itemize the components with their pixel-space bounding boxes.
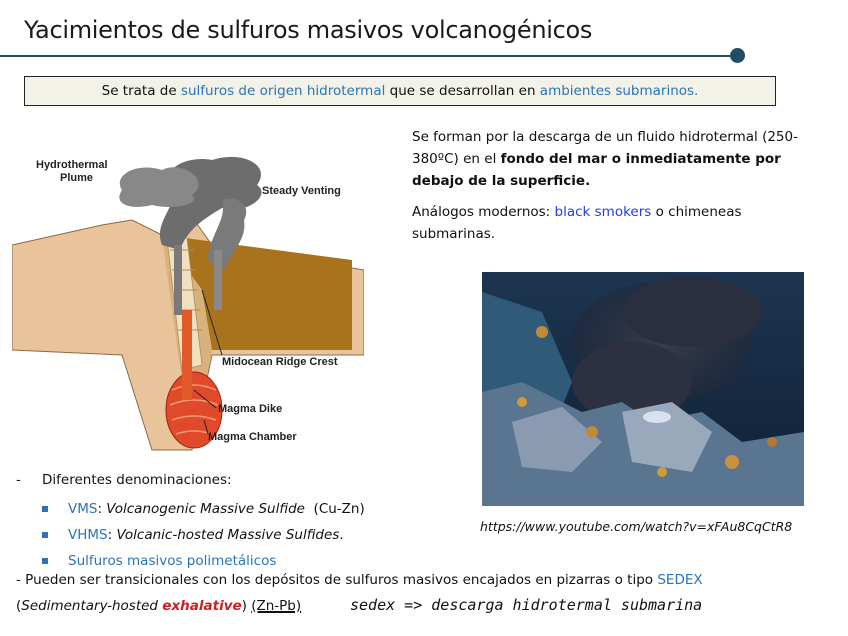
formation-text-bold: fondo del mar o inmediatamente por debajo de la superficie. [412, 151, 781, 189]
banner-link-submarine[interactable]: ambientes submarinos. [539, 83, 699, 99]
denominations-list [42, 496, 365, 574]
list-item [42, 496, 365, 522]
definition-banner [24, 76, 776, 106]
black-smokers-link[interactable]: black smokers [554, 204, 652, 220]
item-separator: : [107, 527, 117, 543]
abbr-vms: VMS [68, 501, 98, 517]
paren-open: ( [16, 598, 22, 614]
label-ridge-crest: Midocean Ridge Crest [222, 356, 338, 368]
sedex-expansion: Sedimentary-hosted [21, 598, 163, 614]
banner-pre: Se trata de [101, 83, 181, 99]
formation-text [412, 126, 822, 254]
list-item [42, 548, 365, 574]
sedex-line-2 [16, 598, 301, 614]
analogs-text-b: o chimeneas submarinas. [412, 204, 742, 242]
video-url-link[interactable]: https://www.youtube.com/watch?v=xFAu8CqCtR8 [480, 519, 793, 534]
denominations-heading-text: Diferentes denominaciones: [42, 472, 232, 488]
hydrothermal-diagram [12, 150, 364, 455]
label-plume-1: Hydrothermal [36, 159, 108, 171]
label-steady-venting: Steady Venting [262, 185, 341, 197]
term-vhms: Volcanic-hosted Massive Sulfides [116, 527, 340, 543]
zn-pb-annotation: (Zn-Pb) [251, 598, 302, 614]
square-bullet-icon [42, 506, 48, 512]
term-extra: (Cu-Zn) [304, 501, 365, 517]
label-magma-dike: Magma Dike [218, 403, 283, 415]
term-vms: Volcanogenic Massive Sulfide [106, 501, 305, 517]
title-rule-dot [730, 48, 745, 63]
abbr-vhms: VHMS [68, 527, 108, 543]
square-bullet-icon [42, 558, 48, 564]
paren-close: ) [241, 598, 252, 614]
sedex-text: - Pueden ser transicionales con los depósitos de sulfuros masivos encajados en pizarras o tipo [16, 572, 658, 588]
term-polymetallic: Sulfuros masivos polimetálicos [68, 553, 277, 569]
denominations-heading [16, 472, 232, 488]
banner-link-hydrothermal[interactable]: sulfuros de origen hidrotermal [180, 83, 386, 99]
list-item [42, 522, 365, 548]
square-bullet-icon [42, 532, 48, 538]
term-extra: . [339, 527, 344, 543]
formation-text-a: Se forman por la descarga de un fluido hidrotermal (250-380ºC) en el [412, 129, 798, 167]
handwritten-note: sedex => descarga hidrotermal submarina [350, 596, 703, 614]
sedex-link[interactable]: SEDEX [657, 572, 703, 588]
black-smoker-photo [482, 272, 804, 506]
title-rule [0, 55, 736, 57]
exhalative-term: exhalative [162, 598, 242, 614]
banner-mid: que se desarrollan en [385, 83, 540, 99]
formation-paragraph [412, 126, 822, 192]
slide-title: Yacimientos de sulfuros masivos volcanogénicos [24, 16, 593, 44]
list-dash: - [16, 472, 21, 488]
label-plume-2: Plume [60, 172, 94, 184]
analogs-paragraph [412, 201, 822, 245]
analogs-text-a: Análogos modernos: [412, 204, 555, 220]
label-magma-chamber: Magma Chamber [208, 431, 297, 443]
handwritten-annotation [346, 584, 816, 624]
item-separator: : [97, 501, 107, 517]
